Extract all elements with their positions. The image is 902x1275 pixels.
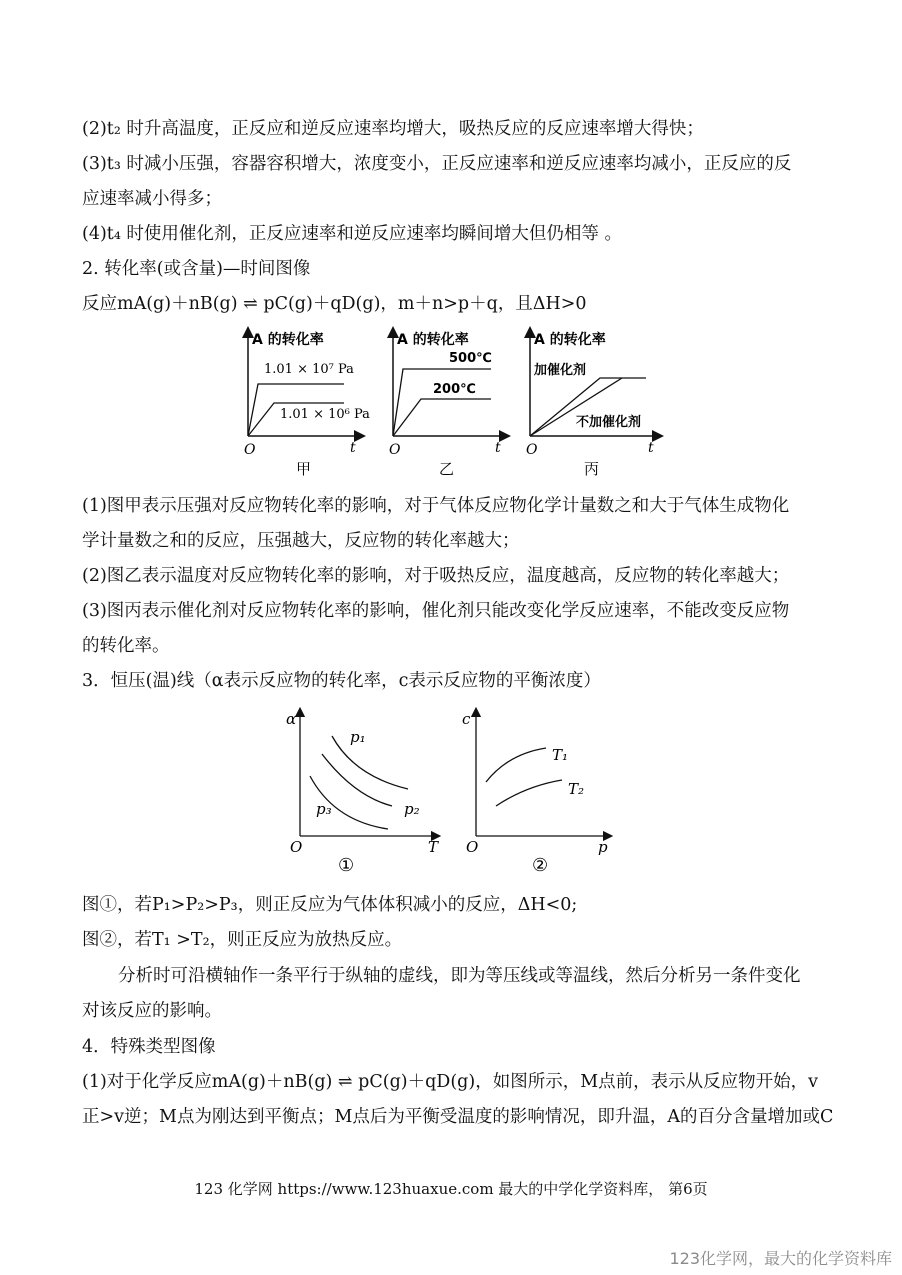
- curve-200c: [393, 399, 491, 436]
- curve-t1: [486, 748, 546, 782]
- origin-label: O: [290, 838, 303, 856]
- text-line: (3)t₃ 时减小压强，容器容积增大，浓度变小，正反应速率和逆反应速率均减小，正反应的反: [82, 154, 792, 174]
- y-axis-label: A 的转化率: [534, 332, 606, 348]
- label-with-catalyst: 加催化剂: [534, 363, 587, 378]
- caption-yi: 乙: [439, 460, 455, 478]
- label-p2: p₂: [404, 800, 420, 818]
- text-line: 应速率减小得多；: [82, 189, 222, 209]
- text-line: (2)t₂ 时升高温度，正反应和逆反应速率均增大，吸热反应的反应速率增大得快；: [82, 119, 704, 139]
- text-line: 正>v逆；M点为刚达到平衡点；M点后为平衡受温度的影响情况，即升温，A的百分含量增加或C: [82, 1107, 834, 1127]
- text-line: 对该反应的影响。: [82, 1001, 222, 1021]
- label-t2: T₂: [568, 780, 585, 798]
- chart-jia: [244, 331, 370, 478]
- text-line: (4)t₄ 时使用催化剂，正反应速率和逆反应速率均瞬间增大但仍相等 。: [82, 224, 622, 244]
- caption-2: ②: [532, 855, 549, 876]
- origin-label: O: [244, 442, 256, 458]
- x-axis-label: t: [350, 440, 356, 456]
- text-line: 图②，若T₁ >T₂，则正反应为放热反应。: [82, 930, 403, 950]
- x-axis-label: t: [495, 440, 501, 456]
- reaction-equation: 反应mA(g)＋nB(g) ⇌ pC(g)＋qD(g)，m＋n>p＋q，且ΔH>0: [82, 294, 587, 314]
- section-heading: 4．特殊类型图像: [82, 1037, 216, 1057]
- x-axis-label: T: [428, 838, 439, 856]
- label-200c: 200℃: [433, 382, 476, 397]
- curve-p1: [332, 736, 408, 789]
- curve-500c: [393, 369, 491, 436]
- text-line: 学计量数之和的反应，压强越大，反应物的转化率越大；: [82, 531, 520, 551]
- text-line: (2)图乙表示温度对反应物转化率的影响，对于吸热反应，温度越高，反应物的转化率越大；: [82, 566, 790, 586]
- y-axis-label: A 的转化率: [252, 332, 324, 348]
- text-line: (1)对于化学反应mA(g)＋nB(g) ⇌ pC(g)＋qD(g)，如图所示，M点前，表示从反应物开始，v: [82, 1072, 818, 1092]
- chart-1: [286, 710, 439, 876]
- label-t1: T₁: [552, 746, 569, 764]
- caption-1: ①: [338, 855, 355, 876]
- section-heading: 2. 转化率(或含量)—时间图像: [82, 259, 311, 279]
- origin-label: O: [389, 442, 401, 458]
- y-axis-label: α: [286, 710, 297, 728]
- label-without-catalyst: 不加催化剂: [576, 415, 642, 430]
- label-low-pressure: 1.01 × 10⁶ Pa: [280, 407, 370, 422]
- chart-2: [462, 710, 608, 876]
- caption-jia: 甲: [296, 460, 312, 478]
- text-line: (1)图甲表示压强对反应物转化率的影响，对于气体反应物化学计量数之和大于气体生成物化: [82, 496, 790, 516]
- watermark: 123化学网，最大的化学资料库: [669, 1249, 892, 1268]
- isobar-isotherm-figure: [284, 706, 624, 881]
- conversion-time-figure: [236, 326, 676, 486]
- origin-label: O: [466, 838, 479, 856]
- y-axis-label: c: [462, 710, 471, 728]
- x-axis-label: t: [648, 440, 654, 456]
- y-axis-label: A 的转化率: [397, 332, 469, 348]
- curve-t2: [496, 780, 562, 806]
- text-line: 的转化率。: [82, 636, 170, 656]
- origin-label: O: [526, 442, 538, 458]
- text-line: (3)图丙表示催化剂对反应物转化率的影响，催化剂只能改变化学反应速率，不能改变反应物: [82, 601, 790, 621]
- x-axis-label: p: [598, 838, 608, 856]
- label-500c: 500℃: [449, 351, 492, 366]
- page-footer: 123 化学网 https://www.123huaxue.com 最大的中学化学资料库， 第6页: [194, 1180, 708, 1198]
- text-line: 分析时可沿横轴作一条平行于纵轴的虚线，即为等压线或等温线，然后分析另一条件变化: [118, 966, 801, 986]
- caption-bing: 丙: [584, 460, 600, 478]
- section-heading: 3．恒压(温)线（α表示反应物的转化率，c表示反应物的平衡浓度）: [82, 671, 601, 691]
- label-p1: p₁: [350, 728, 366, 746]
- text-line: 图①，若P₁>P₂>P₃，则正反应为气体体积减小的反应，ΔH<0;: [82, 895, 578, 915]
- label-high-pressure: 1.01 × 10⁷ Pa: [264, 362, 354, 377]
- label-p3: p₃: [316, 800, 332, 818]
- chart-bing: [526, 331, 658, 478]
- chart-yi: [389, 331, 505, 478]
